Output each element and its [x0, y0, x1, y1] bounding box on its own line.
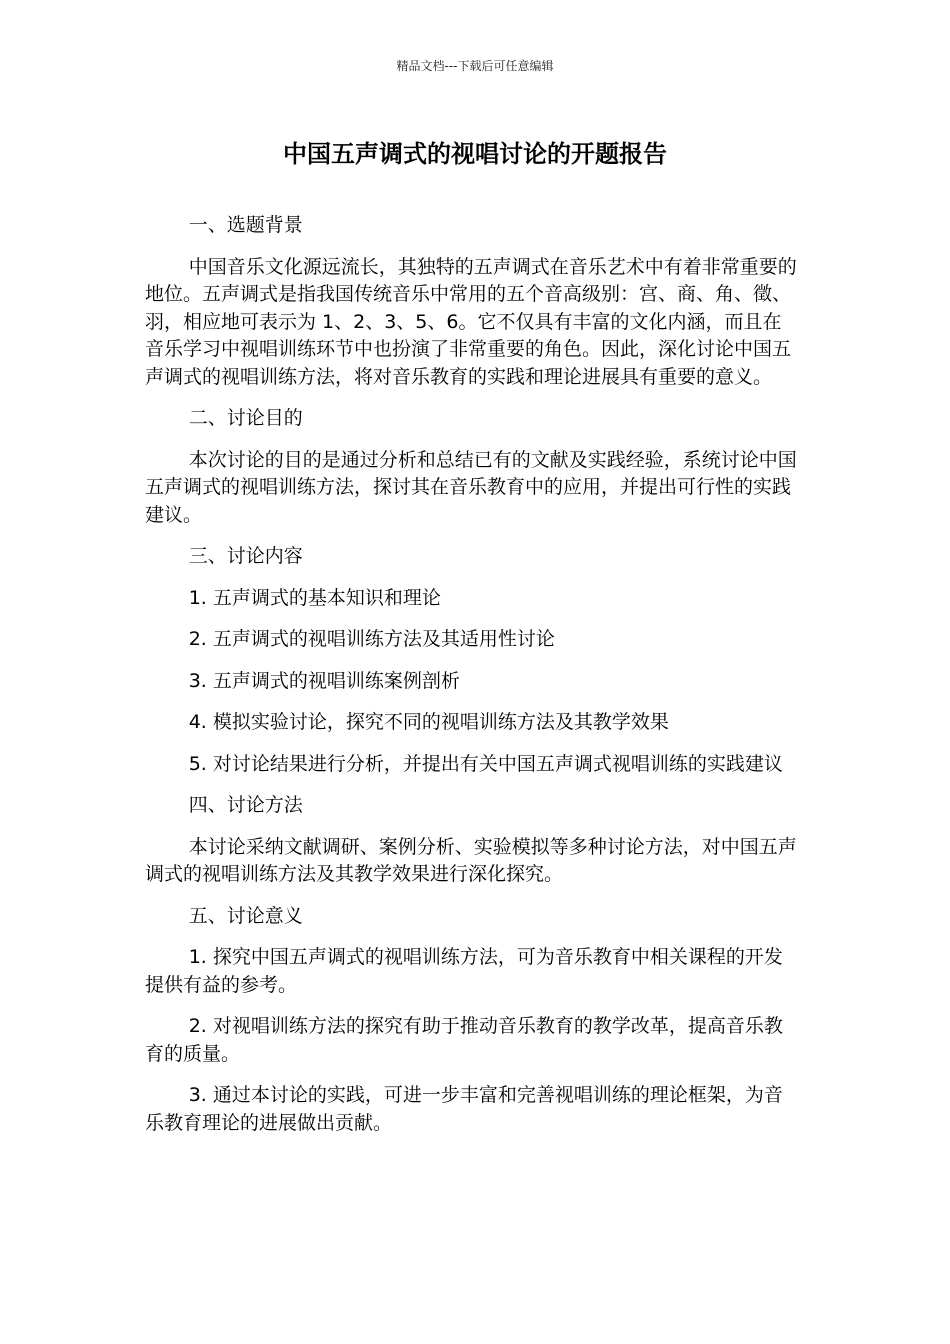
content-item-1: 1. 五声调式的基本知识和理论 — [188, 586, 441, 609]
section-heading-purpose: 二、讨论目的 — [188, 407, 303, 429]
document-title: 中国五声调式的视唱讨论的开题报告 — [283, 140, 667, 168]
significance-item-3: 3. 通过本讨论的实践，可进一步丰富和完善视唱训练的理论框架，为音乐教育理论的进展做出贡献。 — [145, 1084, 783, 1134]
paragraph-purpose: 本次讨论的目的是通过分析和总结已有的文献及实践经验，系统讨论中国五声调式的视唱训练方法，探讨其在音乐教育中的应用，并提出可行性的实践建议。 — [145, 448, 797, 526]
content-item-2: 2. 五声调式的视唱训练方法及其适用性讨论 — [188, 628, 555, 650]
significance-item-1: 1. 探究中国五声调式的视唱训练方法，可为音乐教育中相关课程的开发提供有益的参考。 — [145, 946, 783, 996]
paragraph-method: 本讨论采纳文献调研、案例分析、实验模拟等多种讨论方法，对中国五声调式的视唱训练方法及其教学效果进行深化探究。 — [145, 835, 797, 885]
document-body — [145, 212, 800, 1151]
content-item-4: 4. 模拟实验讨论，探究不同的视唱训练方法及其教学效果 — [188, 711, 669, 733]
section-heading-method: 四、讨论方法 — [188, 794, 303, 816]
section-heading-significance: 五、讨论意义 — [188, 904, 303, 927]
content-item-5: 5. 对讨论结果进行分析，并提出有关中国五声调式视唱训练的实践建议 — [188, 752, 783, 775]
section-heading-background: 一、选题背景 — [188, 214, 303, 236]
significance-item-2: 2. 对视唱训练方法的探究有助于推动音乐教育的教学改革，提高音乐教育的质量。 — [145, 1015, 783, 1065]
paragraph-background: 中国音乐文化源远流长，其独特的五声调式在音乐艺术中有着非常重要的地位。五声调式是指我国传统音乐中常用的五个音高级别：宫、商、角、徵、羽，相应地可表示为 1、2、3、5、6。它不仅具有丰富的文化内涵，而且在音乐学习中视唱训练环节中也扮演了非常重要的角色。因此，深化讨论中国五声调式的视唱训练方法，将对音乐教育的实践和理论进展具有重要的意义。 — [145, 255, 797, 388]
page-header: 精品文档---下载后可任意编辑 — [396, 59, 554, 73]
section-heading-content: 三、讨论内容 — [188, 545, 303, 567]
content-item-3: 3. 五声调式的视唱训练案例剖析 — [188, 669, 460, 692]
